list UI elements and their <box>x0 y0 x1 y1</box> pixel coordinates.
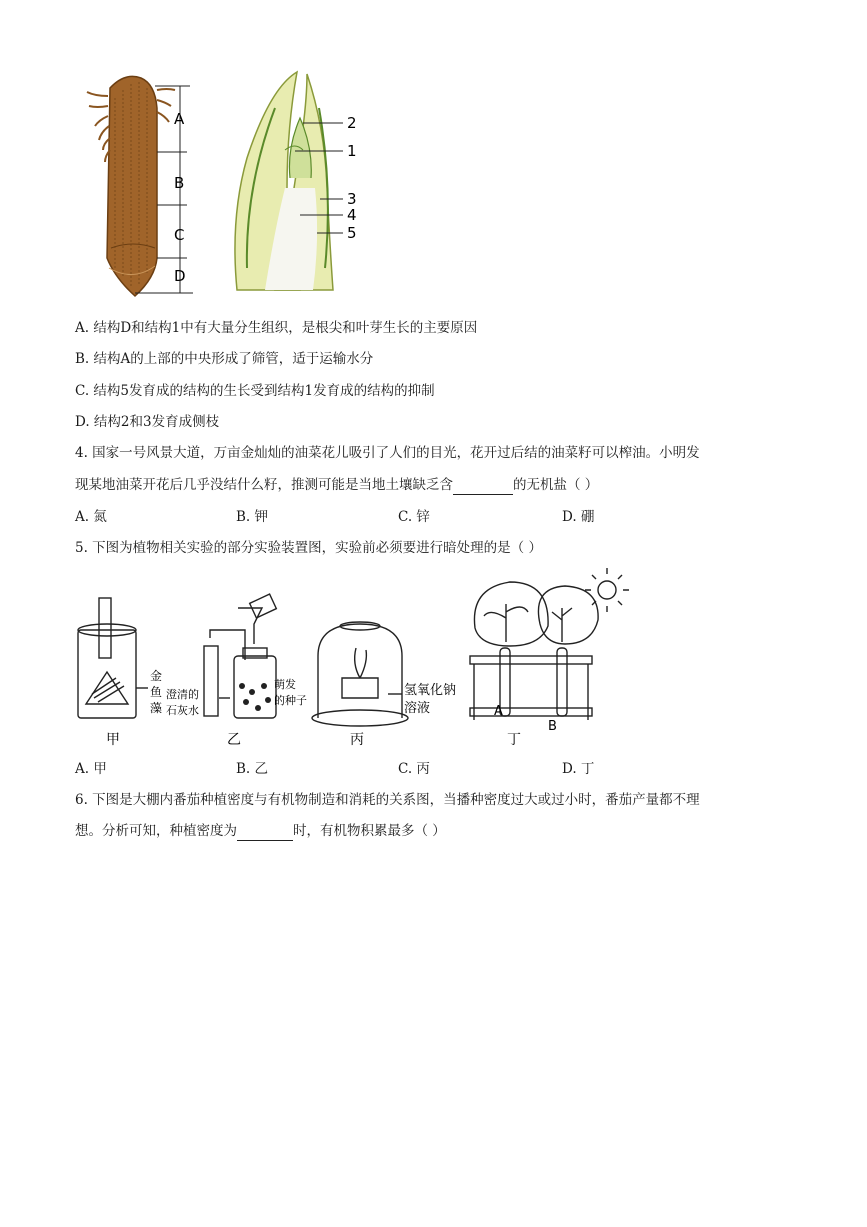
root-label-c: C <box>174 226 185 244</box>
goldfish-weed-label-3: 藻 <box>150 701 163 715</box>
apparatus-bing-label: 丙 <box>350 732 364 748</box>
apparatus-illustration <box>70 568 630 750</box>
limewater-label-2: 石灰水 <box>166 704 199 717</box>
tube-b-label: B <box>548 719 557 734</box>
q6-stem-line2 <box>75 822 446 841</box>
limewater-label-1: 澄清的 <box>166 688 199 701</box>
bud-label-1: 1 <box>347 142 357 160</box>
goldfish-weed-label-2: 鱼 <box>150 685 163 699</box>
root-and-bud-figure <box>75 68 395 300</box>
q3-option-d: D. 结构2和3发育成侧枝 <box>75 414 220 430</box>
q4-stem-line2 <box>75 476 598 495</box>
root-label-b: B <box>174 174 185 192</box>
q3-option-b: B. 结构A的上部的中央形成了筛管，适于运输水分 <box>75 351 374 367</box>
q4-option-d: D. 硼 <box>562 509 595 525</box>
q4-stem-line2-after: 的无机盐（ ） <box>513 477 599 493</box>
tube-a-label: A <box>494 704 503 719</box>
q4-stem-line2-before: 现某地油菜开花后几乎没结什么籽，推测可能是当地土壤缺乏含 <box>75 477 453 493</box>
q6-answer-blank <box>237 822 293 841</box>
apparatus-jia-label: 甲 <box>106 732 120 748</box>
q5-option-b: B. 乙 <box>236 761 269 777</box>
q5-option-d: D. 丁 <box>562 761 595 777</box>
q4-option-a: A. 氮 <box>75 509 107 525</box>
q4-option-b: B. 钾 <box>236 509 269 525</box>
naoh-label-2: 溶液 <box>404 701 431 716</box>
q5-option-a: A. 甲 <box>75 761 107 777</box>
seeds-label-1: 萌发 <box>274 678 296 691</box>
bud-label-5: 5 <box>347 224 357 242</box>
q3-option-a: A. 结构D和结构1中有大量分生组织，是根尖和叶芽生长的主要原因 <box>75 320 478 336</box>
apparatus-ding-label: 丁 <box>507 732 521 748</box>
q6-stem-line1: 6. 下图是大棚内番茄种植密度与有机物制造和消耗的关系图，当播种密度过大或过小时，番茄产量都不理 <box>75 792 700 808</box>
bud-label-4: 4 <box>347 206 357 224</box>
q6-stem-line2-before: 想。分析可知，种植密度为 <box>75 823 237 839</box>
root-label-a: A <box>174 110 185 128</box>
q4-stem-line1: 4. 国家一号风景大道，万亩金灿灿的油菜花儿吸引了人们的目光，花开过后结的油菜籽可以榨油。小明发 <box>75 445 700 461</box>
bud-label-3: 3 <box>347 190 357 208</box>
apparatus-yi-label: 乙 <box>227 732 241 748</box>
root-label-d: D <box>174 267 186 285</box>
bud-label-2: 2 <box>347 114 357 132</box>
q5-stem: 5. 下图为植物相关实验的部分实验装置图，实验前必须要进行暗处理的是（ ） <box>75 540 542 556</box>
q6-stem-line2-after: 时，有机物积累最多（ ） <box>293 823 446 839</box>
experiment-apparatus-figure <box>70 568 630 750</box>
naoh-label-1: 氢氧化钠 <box>404 683 457 698</box>
goldfish-weed-label-1: 金 <box>150 669 163 683</box>
seeds-label-2: 的种子 <box>274 694 307 707</box>
q5-option-c: C. 丙 <box>398 761 430 777</box>
q4-answer-blank <box>453 476 513 495</box>
root-bud-illustration <box>75 68 395 300</box>
q3-option-c: C. 结构5发育成的结构的生长受到结构1发育成的结构的抑制 <box>75 383 435 399</box>
q4-option-c: C. 锌 <box>398 509 430 525</box>
